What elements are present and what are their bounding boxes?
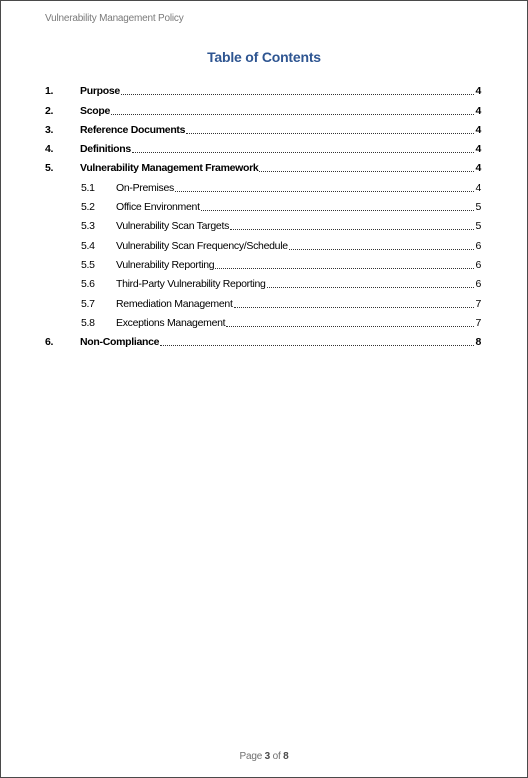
toc-dot-leader: [160, 344, 474, 346]
toc-entry-page[interactable]: 5: [475, 201, 481, 214]
toc-entry-title[interactable]: Vulnerability Scan Targets: [116, 220, 230, 233]
toc-entry-line: [116, 240, 481, 252]
toc-entry[interactable]: [45, 233, 481, 252]
toc-entry-page[interactable]: 4: [475, 143, 481, 156]
toc-entry-page[interactable]: 6: [475, 278, 481, 291]
toc-entry[interactable]: [45, 311, 481, 330]
toc-entry-line: [80, 143, 481, 155]
toc-entry[interactable]: [45, 253, 481, 272]
toc-dot-leader: [230, 228, 474, 230]
toc-entry[interactable]: [45, 156, 481, 175]
toc-entry-title[interactable]: Non-Compliance: [80, 336, 160, 349]
footer-of: of: [270, 751, 284, 762]
toc-entry-number: 4.: [45, 143, 54, 156]
toc-entry-number: 5.1: [81, 181, 95, 194]
toc-entry-page[interactable]: 4: [475, 123, 481, 136]
toc-dot-leader: [175, 190, 474, 192]
toc-entry-title[interactable]: On-Premises: [116, 181, 174, 194]
toc-entry-line: [116, 201, 481, 213]
toc-entry-page[interactable]: 5: [475, 220, 481, 233]
toc-dot-leader: [234, 306, 475, 308]
toc-entry-title[interactable]: Third-Party Vulnerability Reporting: [116, 278, 266, 291]
toc-entry-page[interactable]: 4: [475, 104, 481, 117]
toc-dot-leader: [186, 132, 474, 134]
toc-dot-leader: [259, 170, 474, 172]
toc-entry-number: 5.4: [81, 239, 95, 252]
toc-dot-leader: [121, 93, 475, 95]
toc-entry-line: [116, 317, 481, 329]
toc-entry[interactable]: [45, 272, 481, 291]
toc-entry-title[interactable]: Vulnerability Scan Frequency/Schedule: [116, 239, 288, 252]
page-footer: [1, 751, 527, 762]
toc-entry[interactable]: [45, 291, 481, 310]
toc-entry-line: [80, 162, 481, 174]
toc-entry[interactable]: [45, 330, 481, 349]
toc-entry-number: 5.8: [81, 316, 95, 329]
toc-entry-line: [116, 278, 481, 290]
toc-entry-page[interactable]: 6: [475, 258, 481, 271]
toc-dot-leader: [201, 209, 475, 211]
toc-entry-number: 5.5: [81, 258, 95, 271]
toc-entry-page[interactable]: 6: [475, 239, 481, 252]
toc-entry-title[interactable]: Remediation Management: [116, 297, 233, 310]
toc-entry-title[interactable]: Vulnerability Reporting: [116, 258, 215, 271]
toc-entry-title[interactable]: Definitions: [80, 143, 131, 156]
toc-entry[interactable]: [45, 214, 481, 233]
toc-entry-number: 5.: [45, 162, 54, 175]
toc-entry-number: 5.3: [81, 220, 95, 233]
toc-entry[interactable]: [45, 195, 481, 214]
toc-entry-number: 3.: [45, 123, 54, 136]
toc-entry-number: 2.: [45, 104, 54, 117]
toc-entry-title[interactable]: Office Environment: [116, 201, 200, 214]
toc-entry-line: [116, 182, 481, 194]
toc-entry[interactable]: [45, 175, 481, 194]
toc-entry-number: 6.: [45, 336, 54, 349]
toc-entry-page[interactable]: 7: [475, 316, 481, 329]
toc-entry-page[interactable]: 4: [475, 85, 481, 98]
toc-dot-leader: [111, 113, 474, 115]
toc-entry-line: [116, 220, 481, 232]
toc-entry-number: 5.6: [81, 278, 95, 291]
toc-entry-line: [80, 85, 481, 97]
page-header: Vulnerability Management Policy: [45, 13, 184, 24]
toc-entry[interactable]: [45, 79, 481, 98]
toc-entry-page[interactable]: 7: [475, 297, 481, 310]
toc-dot-leader: [267, 286, 475, 288]
toc-entry-number: 5.2: [81, 201, 95, 214]
toc-entry-title[interactable]: Purpose: [80, 85, 120, 98]
toc-entry[interactable]: [45, 118, 481, 137]
footer-prefix: Page: [239, 751, 265, 762]
toc-entry-line: [80, 105, 481, 117]
toc-entry[interactable]: [45, 98, 481, 117]
footer-current-page: 3: [264, 751, 271, 762]
table-of-contents: [45, 79, 481, 349]
toc-entry-title[interactable]: Scope: [80, 104, 111, 117]
toc-dot-leader: [215, 267, 474, 269]
footer-total-pages: 8: [283, 751, 289, 762]
toc-entry-line: [80, 336, 481, 348]
toc-entry[interactable]: [45, 137, 481, 156]
toc-entry-page[interactable]: 8: [475, 336, 481, 349]
toc-entry-line: [80, 124, 481, 136]
toc-dot-leader: [226, 325, 474, 327]
toc-entry-page[interactable]: 4: [475, 181, 481, 194]
toc-entry-title[interactable]: Vulnerability Management Framework: [80, 162, 259, 175]
toc-dot-leader: [289, 248, 475, 250]
toc-entry-line: [116, 298, 481, 310]
toc-entry-number: 1.: [45, 85, 54, 98]
toc-entry-page[interactable]: 4: [475, 162, 481, 175]
toc-entry-title[interactable]: Reference Documents: [80, 123, 186, 136]
toc-entry-title[interactable]: Exceptions Management: [116, 316, 226, 329]
toc-title: Table of Contents: [207, 49, 321, 65]
toc-entry-number: 5.7: [81, 297, 95, 310]
toc-dot-leader: [132, 151, 475, 153]
toc-entry-line: [116, 259, 481, 271]
